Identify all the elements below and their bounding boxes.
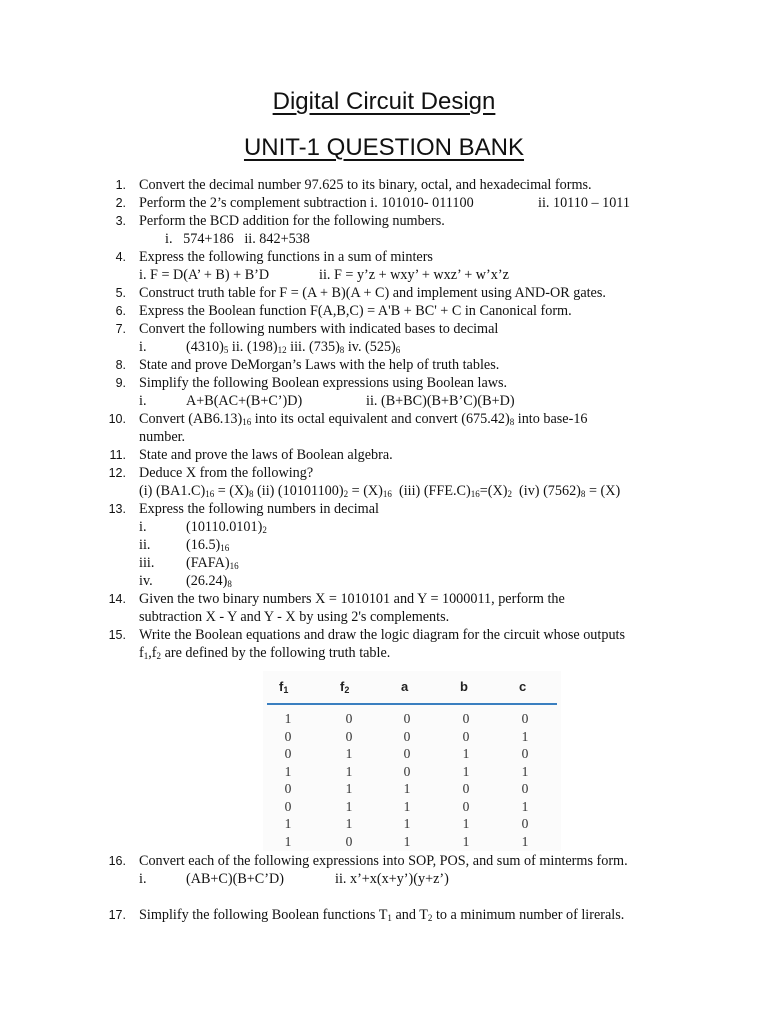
question-number: 11. [109, 448, 126, 462]
table-cell: 0 [521, 781, 529, 796]
question-13-roman: iii. [139, 555, 155, 571]
question-12-text: Deduce X from the following? [139, 465, 314, 481]
question-7-subparts: $(4310)_5$ ii. $(198)_{12}$ iii. $(735)_8$ iv. $(525)_6$ [186, 339, 401, 355]
table-cell: 1 [345, 816, 353, 831]
table-cell: 1 [403, 781, 411, 796]
table-cell: 0 [521, 711, 529, 726]
question-9-part-ii: ii. (B+BC)(B+B’C)(B+D) [366, 393, 515, 409]
table-cell: 1 [284, 763, 292, 779]
table-cell: 1 [521, 833, 529, 849]
table-cell: 0 [521, 746, 529, 761]
question-13-item: $(16.5)_{16}$ [186, 537, 230, 553]
question-8-text: State and prove DeMorgan’s Laws with the help of truth tables. [139, 357, 500, 373]
question-3-subparts: i. 574+186 ii. 842+538 [165, 231, 310, 247]
table-cell: 0 [284, 728, 292, 744]
question-number: 1. [115, 178, 126, 192]
table-cell: 0 [521, 816, 529, 831]
question-13-item: $(FAFA)_{16}$ [186, 555, 239, 571]
question-13-item: $(26.24)_8$ [186, 573, 232, 589]
table-header: c [519, 679, 527, 694]
question-number: 2. [115, 196, 126, 210]
table-cell: 0 [462, 711, 470, 726]
table-cell: 0 [462, 798, 470, 814]
table-cell: 1 [284, 711, 292, 726]
table-cell: 0 [284, 798, 292, 814]
question-6-text: Express the Boolean function F(A,B,C) = A'B + BC' + C in Canonical form. [139, 303, 572, 319]
question-7-text: Convert the following numbers with indicated bases to decimal [139, 321, 499, 337]
table-cell: 1 [462, 816, 470, 831]
table-cell: 1 [403, 833, 411, 849]
table-cell: 0 [403, 728, 411, 744]
table-cell: 1 [284, 816, 292, 831]
question-11-text: State and prove the laws of Boolean algebra. [139, 447, 393, 463]
table-cell: 1 [403, 798, 411, 814]
table-header: $f_1$ [279, 679, 289, 695]
question-13-roman: ii. [139, 537, 151, 553]
question-number: 15. [108, 628, 126, 642]
question-2-text: Perform the 2’s complement subtraction i. 101010- 011100 [139, 195, 474, 211]
question-13-roman: iv. [139, 573, 153, 589]
question-14-text-line2: subtraction X - Y and Y - X by using 2's complements. [139, 609, 450, 625]
question-16-text: Convert each of the following expressions into SOP, POS, and sum of minterms form. [139, 853, 628, 869]
question-15-text-line2: $f_1,f_2$ are defined by the following truth table. [139, 645, 391, 661]
table-cell: 1 [521, 798, 529, 814]
table-cell: 1 [403, 816, 411, 831]
table-cell: 0 [462, 781, 470, 796]
question-16-roman: i. [139, 871, 147, 887]
question-number: 12. [108, 466, 126, 480]
question-number: 14. [108, 592, 126, 606]
table-cell: 1 [462, 746, 470, 761]
table-cell: 1 [345, 746, 353, 761]
question-16-part-i: (AB+C)(B+C’D) [186, 871, 284, 887]
question-13-item: $(10110.0101)_2$ [186, 519, 267, 535]
table-cell: 0 [345, 833, 353, 849]
question-15-text: Write the Boolean equations and draw the logic diagram for the circuit whose outputs [139, 627, 625, 643]
question-5-text: Construct truth table for F = (A + B)(A + C) and implement using AND-OR gates. [139, 285, 606, 301]
table-cell: 0 [403, 711, 411, 726]
question-14-text: Given the two binary numbers X = 1010101 and Y = 1000011, perform the [139, 591, 565, 607]
question-number: 4. [115, 250, 126, 264]
question-number: 6. [115, 304, 126, 318]
table-header: $f_2$ [340, 679, 350, 695]
table-cell: 1 [284, 833, 292, 849]
table-cell: 0 [403, 763, 411, 779]
table-cell: 0 [403, 746, 411, 761]
question-2-part-ii: ii. 10110 – 1011 [538, 195, 630, 211]
table-cell: 1 [521, 728, 529, 744]
question-number: 17. [108, 908, 126, 922]
table-cell: 0 [462, 728, 470, 744]
truth-table [263, 671, 561, 851]
question-4-part-ii: ii. F = y’z + wxy’ + wxz’ + w’x’z [319, 267, 509, 283]
question-13-text: Express the following numbers in decimal [139, 501, 379, 517]
question-9-part-i: A+B(AC+(B+C’)D) [186, 393, 303, 409]
question-7-roman: i. [139, 339, 147, 355]
table-cell: 0 [284, 746, 292, 761]
table-cell: 0 [284, 781, 292, 796]
question-10-text-line2: number. [139, 429, 186, 445]
question-number: 5. [115, 286, 126, 300]
question-number: 8. [115, 358, 126, 372]
question-number: 9. [115, 376, 126, 390]
question-10-text: Convert $(AB6.13)_{16}$ into its octal equivalent and convert $(675.42)_8$ into base-16 [139, 411, 588, 427]
question-number: 3. [115, 214, 126, 228]
question-3-text: Perform the BCD addition for the following numbers. [139, 213, 445, 229]
table-cell: 1 [345, 781, 353, 796]
question-9-roman: i. [139, 393, 147, 409]
question-1-text: Convert the decimal number 97.625 to its binary, octal, and hexadecimal forms. [139, 177, 592, 193]
table-rule [267, 703, 557, 705]
question-9-text: Simplify the following Boolean expressions using Boolean laws. [139, 375, 508, 391]
table-cell: 0 [345, 711, 353, 726]
table-cell: 1 [345, 763, 353, 779]
table-header: b [460, 679, 468, 694]
table-header: a [401, 679, 409, 694]
question-number: 13. [108, 502, 126, 516]
question-13-roman: i. [139, 519, 147, 535]
document-title: Digital Circuit Design [272, 88, 496, 115]
question-4-part-i: i. F = D(A’ + B) + B’D [139, 267, 270, 283]
table-cell: 0 [345, 728, 353, 744]
document-subtitle: UNIT-1 QUESTION BANK [243, 134, 525, 161]
question-4-text: Express the following functions in a sum of minters [139, 249, 433, 265]
question-number: 16. [108, 854, 126, 868]
question-16-part-ii: ii. x’+x(x+y’)(y+z’) [335, 871, 449, 887]
question-17-text: Simplify the following Boolean functions $T_1$ and $T_2$ to a minimum number of lirerals. [139, 907, 625, 923]
table-cell: 1 [462, 833, 470, 849]
question-number: 7. [115, 322, 126, 336]
table-cell: 1 [462, 763, 470, 779]
table-cell: 1 [345, 798, 353, 814]
question-number: 10. [108, 412, 126, 426]
question-12-subparts: (i) $(BA1.C)_{16} = (X)_8$ (ii) $(10101100)_2 = (X)_{16}$ (iii) $(FFE.C)_{16}=(X)_2$ (iv) $(7562)_8 = (X)$ [139, 483, 621, 499]
table-cell: 1 [521, 763, 529, 779]
